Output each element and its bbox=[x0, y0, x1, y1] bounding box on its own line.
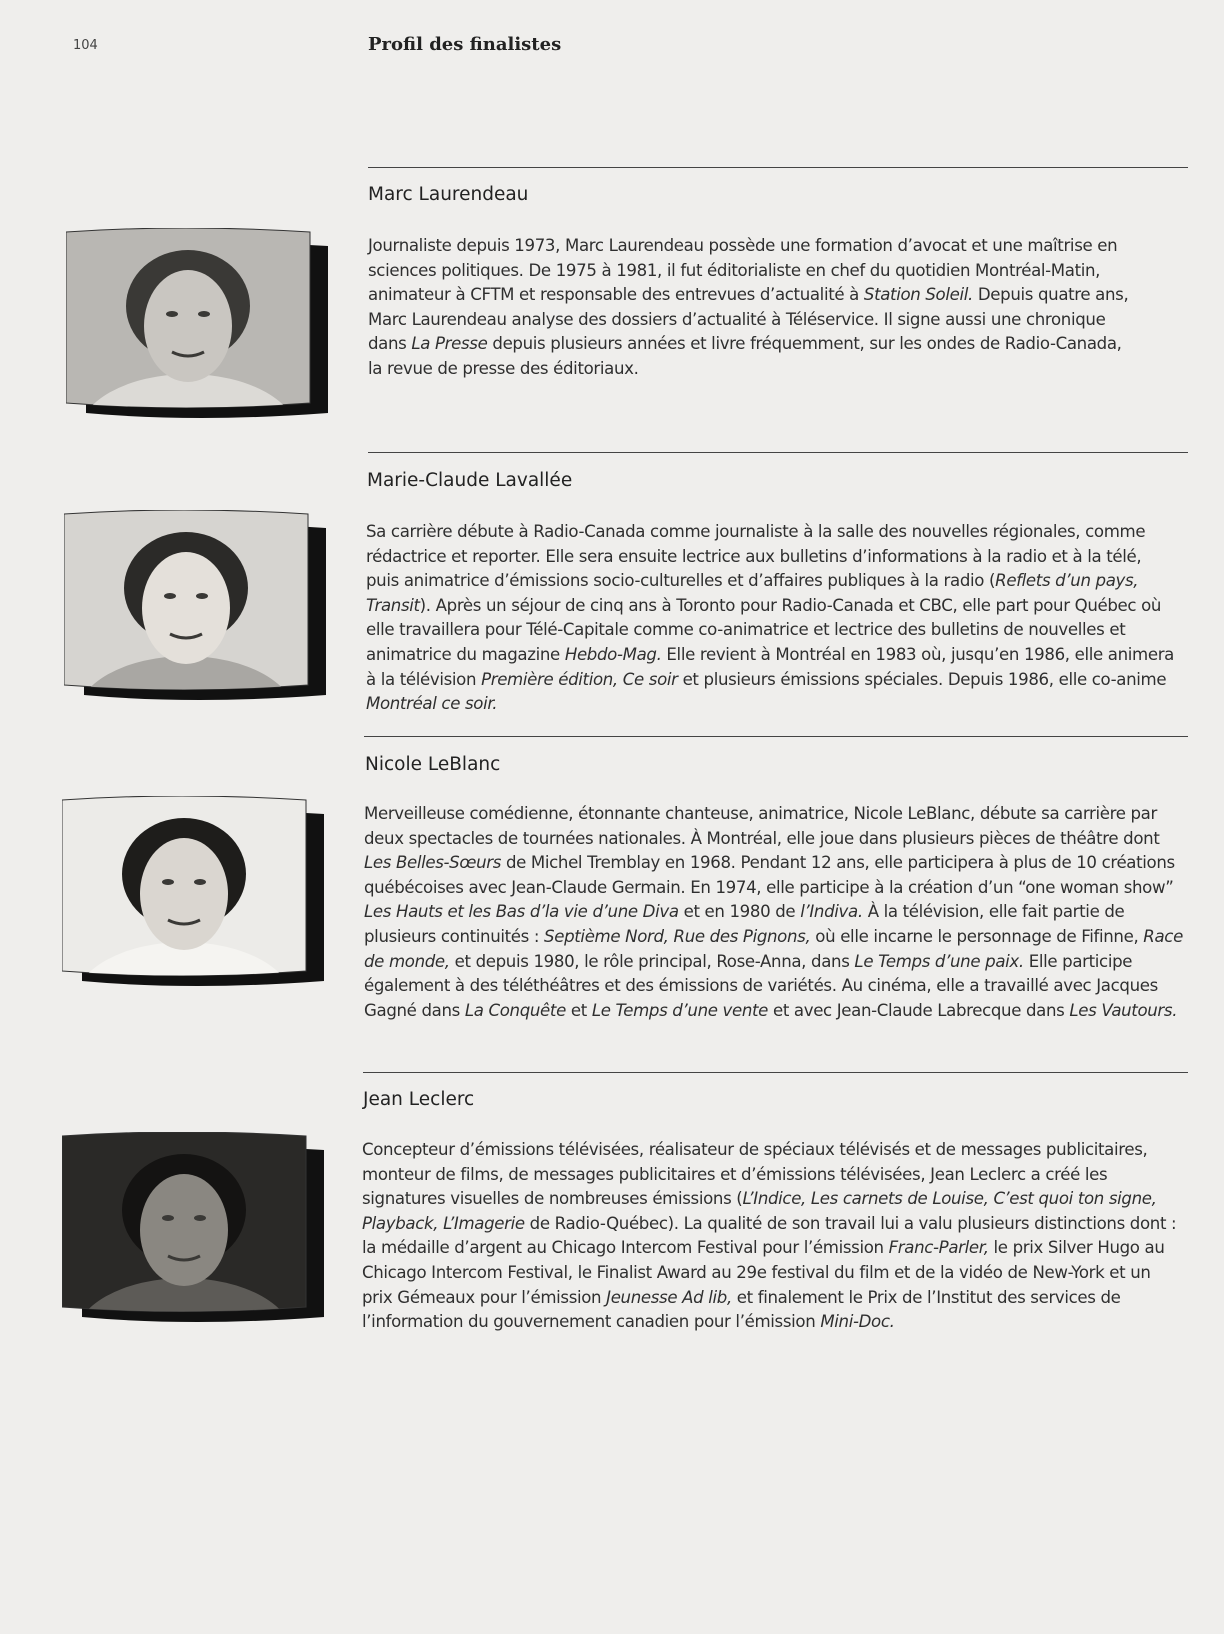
bio-text: de Radio-Québec). La qualité de son travail lui a valu plusieurs distinctions dont : la médaille d’argent au Chicago Intercom Festival pour l’émission bbox=[362, 1213, 1177, 1258]
bio-italic-text: l’Indiva. bbox=[800, 902, 863, 922]
finalist-name: Marc Laurendeau bbox=[368, 184, 529, 205]
bio-text: À la télévision, elle fait partie de plusieurs continuités : bbox=[364, 902, 1125, 946]
bio-italic-text: Race de monde, bbox=[364, 926, 1183, 971]
bio-italic-text: Hebdo-Mag. bbox=[564, 644, 662, 664]
finalist-bio bbox=[362, 1138, 1182, 1335]
bio-text: et depuis 1980, le rôle principal, Rose-Anna, dans bbox=[449, 951, 855, 971]
bio-text: depuis plusieurs années et livre fréquemment, sur les ondes de Radio-Canada, la revue de presse des éditoriaux. bbox=[368, 334, 1122, 378]
bio-text: Depuis quatre ans, Marc Laurendeau analyse des dossiers d’actualité à Téléservice. Il signe aussi une chronique dans bbox=[368, 285, 1129, 354]
bio-italic-text: Les Vautours. bbox=[1069, 1000, 1178, 1020]
bio-text: de Michel Tremblay en 1968. Pendant 12 ans, elle participera à plus de 10 créations québécoises avec Jean-Claude Germain. En 1974, elle participe à la création d’un “one woman show” bbox=[364, 853, 1175, 897]
bio-italic-text: Mini-Doc. bbox=[820, 1312, 895, 1332]
bio-text: et finalement le Prix de l’Institut des services de l’information du gouvernement canadien pour l’émission bbox=[362, 1287, 1121, 1332]
bio-text: et en 1980 de bbox=[678, 902, 801, 922]
bio-italic-text: Jeunesse Ad lib, bbox=[606, 1287, 732, 1307]
bio-text: où elle incarne le personnage de Fifinne, bbox=[810, 926, 1144, 946]
bio-text: et plusieurs émissions spéciales. Depuis 1986, elle co-anime bbox=[677, 669, 1167, 689]
portrait-photo bbox=[62, 796, 324, 991]
bio-text: et bbox=[565, 1000, 592, 1020]
bio-italic-text: Le Temps d’une vente bbox=[591, 1000, 769, 1020]
bio-italic-text: La Presse bbox=[411, 334, 488, 354]
bio-text: Journaliste depuis 1973, Marc Laurendeau possède une formation d’avocat et une maîtrise en sciences politiques. De 1975 à 1981, il fut éditorialiste en chef du quotidien Montréal-Matin, animateur à CFTM et responsable des entrevues d’actualité à bbox=[368, 236, 1118, 305]
finalist-bio bbox=[368, 234, 1138, 382]
finalist-bio bbox=[366, 520, 1176, 717]
portrait-photo bbox=[64, 510, 326, 705]
bio-text: Elle participe également à des téléthéâtres et des émissions de variétés. Au cinéma, elle a travaillé avec Jacques Gagné dans bbox=[364, 951, 1158, 1020]
bio-italic-text: Le Temps d’une paix. bbox=[854, 951, 1024, 971]
bio-italic-text: Station Soleil. bbox=[863, 285, 973, 305]
portrait-photo bbox=[66, 228, 328, 423]
bio-italic-text: Reflets d’un pays, Transit bbox=[366, 571, 1139, 615]
bio-italic-text: L’Indice, Les carnets de Louise, C’est quoi ton signe, Playback, L’Imagerie bbox=[362, 1189, 1157, 1233]
bio-text: Sa carrière débute à Radio-Canada comme journaliste à la salle des nouvelles régionales, comme rédactrice et reporter. Elle sera ensuite lectrice aux bulletins d’informations à la radio et à la télé, puis animatrice d’émissions socio-culturelles et d’affaires publiques à la radio ( bbox=[366, 522, 1146, 591]
section-divider bbox=[364, 736, 1188, 737]
bio-italic-text: Les Hauts et les Bas d’la vie d’une Diva bbox=[364, 902, 679, 922]
finalist-name: Nicole LeBlanc bbox=[365, 754, 501, 775]
finalist-name: Marie-Claude Lavallée bbox=[367, 470, 573, 491]
section-divider bbox=[363, 1072, 1188, 1073]
finalist-bio bbox=[364, 802, 1184, 1023]
section-divider bbox=[368, 167, 1188, 168]
bio-text: et avec Jean-Claude Labrecque dans bbox=[768, 1000, 1070, 1020]
bio-italic-text: Première édition, Ce soir bbox=[481, 669, 678, 689]
running-head-title: Profil des finalistes bbox=[368, 34, 562, 55]
bio-italic-text: Montréal ce soir. bbox=[366, 694, 498, 714]
bio-italic-text: Septième Nord, Rue des Pignons, bbox=[544, 926, 811, 946]
bio-text: Concepteur d’émissions télévisées, réalisateur de spéciaux télévisés et de messages publicitaires, monteur de films, de messages publicitaires et d’émissions télévisées, Jean Leclerc a créé les signatures visuelles de nombreuses émissions ( bbox=[362, 1140, 1148, 1209]
page-number: 104 bbox=[73, 38, 98, 53]
bio-italic-text: Les Belles-Sœurs bbox=[364, 853, 502, 873]
bio-text: Elle revient à Montréal en 1983 où, jusqu’en 1986, elle animera à la télévision bbox=[366, 644, 1174, 689]
portrait-photo bbox=[62, 1132, 324, 1327]
section-divider bbox=[368, 452, 1188, 453]
finalist-name: Jean Leclerc bbox=[363, 1089, 475, 1110]
bio-text: le prix Silver Hugo au Chicago Intercom Festival, le Finalist Award au 29e festival du film et de la vidéo de New-York et un prix Gémeaux pour l’émission bbox=[362, 1238, 1165, 1307]
bio-text: Merveilleuse comédienne, étonnante chanteuse, animatrice, Nicole LeBlanc, débute sa carrière par deux spectacles de tournées nationales. À Montréal, elle joue dans plusieurs pièces de théâtre dont bbox=[364, 804, 1160, 848]
bio-italic-text: Franc-Parler, bbox=[888, 1238, 989, 1258]
bio-italic-text: La Conquête bbox=[464, 1000, 566, 1020]
bio-text: ). Après un séjour de cinq ans à Toronto pour Radio-Canada et CBC, elle part pour Québec où elle travaillera pour Télé-Capitale comme co-animatrice et lectrice des bulletins de nouvelles et animatrice du magazine bbox=[366, 595, 1162, 664]
